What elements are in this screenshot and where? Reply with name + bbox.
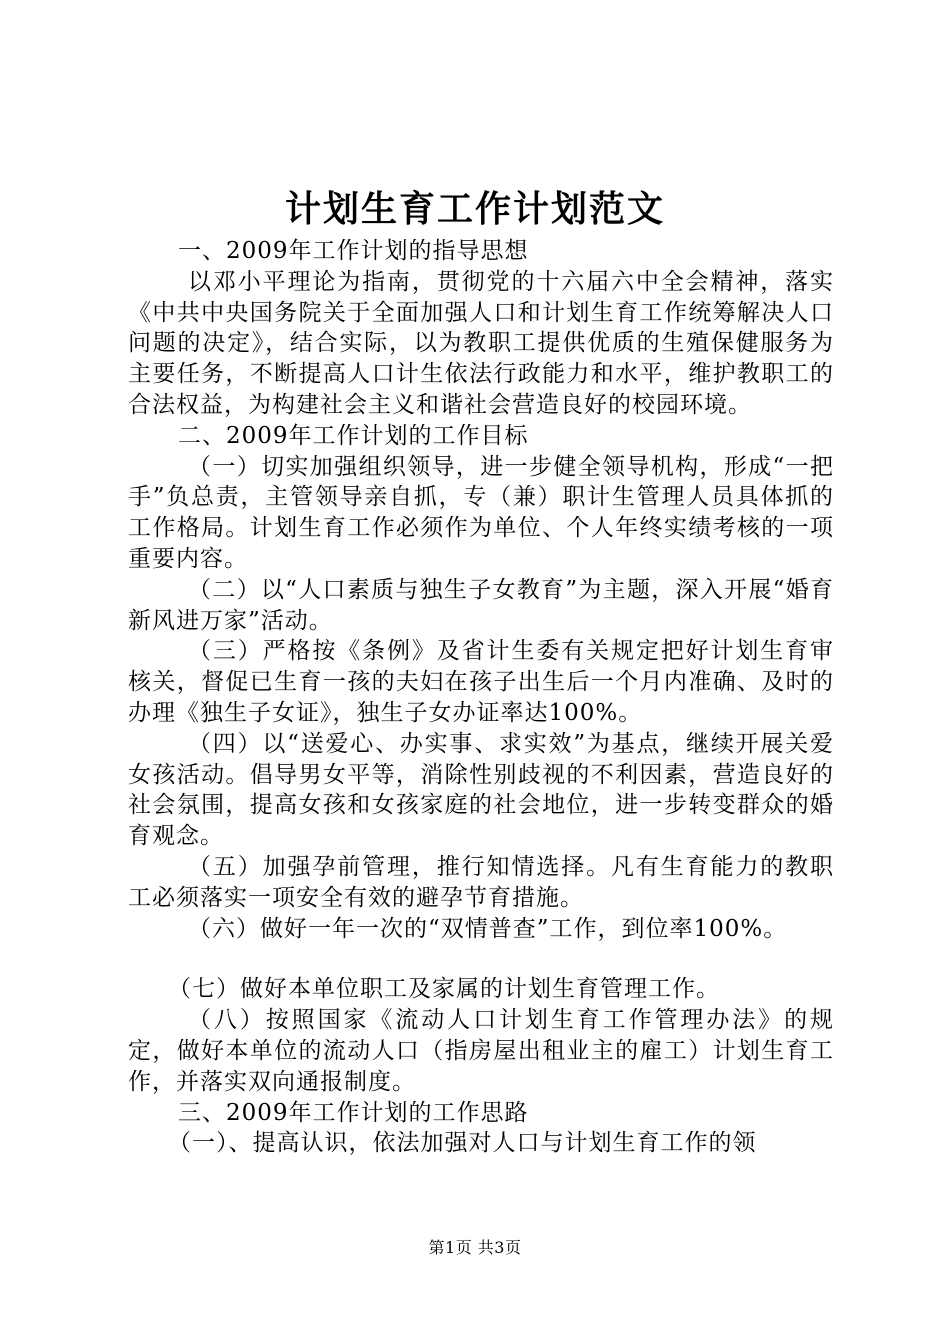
goal-item-1: （一）切实加强组织领导，进一步健全领导机构，形成“一把手”负总责，主管领导亲自抓，专（兼）职计生管理人员具体抓的工作格局。计划生育工作必须作为单位、个人年终实绩考核的一项重要内容。 [128, 453, 834, 572]
goal-item-3: （三）严格按《条例》及省计生委有关规定把好计划生育审核关，督促已生育一孩的夫妇在孩子出生后一个月内准确、及时的办理《独生子女证》，独生子女办证率达100%。 [128, 638, 834, 726]
goal-item-8: （八）按照国家《流动人口计划生育工作管理办法》的规定，做好本单位的流动人口（指房屋出租业主的雇工）计划生育工作，并落实双向通报制度。 [128, 1007, 834, 1095]
document-body [128, 236, 834, 1159]
section-heading-3: 三、2009年工作计划的工作思路 [178, 1099, 529, 1126]
goal-item-6: （六）做好一年一次的“双情普查”工作，到位率100%。 [188, 915, 788, 942]
document-title: 计划生育工作计划范文 [284, 188, 665, 230]
goal-item-4: （四）以“送爱心、办实事、求实效”为基点，继续开展关爱女孩活动。倡导男女平等，消除性别歧视的不利因素，营造良好的社会氛围，提高女孩和女孩家庭的社会地位，进一步转变群众的婚育观念。 [128, 730, 834, 850]
section-heading-1: 一、2009年工作计划的指导思想 [178, 238, 529, 264]
goal-item-5: （五）加强孕前管理，推行知情选择。凡有生育能力的教职工必须落实一项安全有效的避孕节育措施。 [128, 853, 834, 911]
page-footer: 第1页 共3页 [428, 1238, 522, 1257]
approach-item-1: （一）、提高认识，依法加强对人口与计划生育工作的领 [168, 1130, 757, 1157]
goal-item-7: （七）做好本单位职工及家属的计划生育管理工作。 [168, 976, 720, 1003]
paragraph-gap [128, 944, 834, 974]
goal-item-2: （二）以“人口素质与独生子女教育”为主题，深入开展“婚育新风进万家”活动。 [128, 576, 834, 634]
paragraph-guiding-thought: 以邓小平理论为指南，贯彻党的十六届六中全会精神，落实《中共中央国务院关于全面加强人口和计划生育工作统筹解决人口问题的决定》，结合实际，以为教职工提供优质的生殖保健服务为主要任务，不断提高人口计生依法行政能力和水平，维护教职工的合法权益，为构建社会主义和谐社会营造良好的校园环境。 [128, 268, 834, 418]
section-heading-2: 二、2009年工作计划的工作目标 [178, 422, 529, 449]
